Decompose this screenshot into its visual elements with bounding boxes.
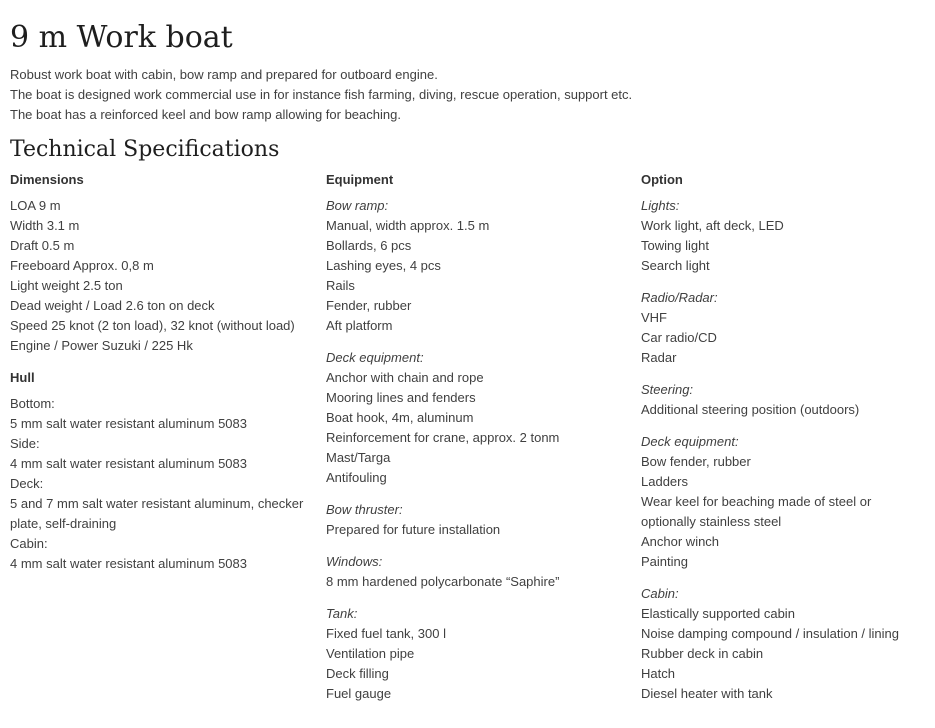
spec-section-header: Hull bbox=[10, 369, 35, 385]
spec-item: Fender, rubber bbox=[326, 297, 412, 313]
spec-item: Ventilation pipe bbox=[326, 645, 415, 661]
spec-group-title: Radio/Radar: bbox=[641, 289, 718, 305]
spec-group bbox=[326, 196, 627, 336]
spec-group bbox=[641, 380, 911, 420]
spec-section-header: Dimensions bbox=[10, 171, 84, 187]
spec-group bbox=[326, 552, 627, 592]
spec-column-equipment bbox=[326, 170, 641, 704]
spec-column-option bbox=[641, 170, 925, 704]
spec-group bbox=[641, 288, 911, 368]
spec-group bbox=[326, 604, 627, 704]
spec-group-title: Deck equipment: bbox=[641, 433, 739, 449]
spec-item: Ladders bbox=[641, 473, 688, 489]
spec-item: Anchor winch bbox=[641, 533, 720, 549]
spec-item: Engine / Power Suzuki / 225 Hk bbox=[10, 337, 193, 353]
spec-item: Aft platform bbox=[326, 317, 393, 333]
spec-item: Diesel heater with tank bbox=[641, 685, 773, 701]
spec-item: 8 mm hardened polycarbonate “Saphire” bbox=[326, 573, 560, 589]
spec-section-header: Option bbox=[641, 171, 683, 187]
spec-group bbox=[10, 196, 312, 356]
spec-item: Deck: bbox=[10, 475, 44, 491]
spec-item: Elastically supported cabin bbox=[641, 605, 795, 621]
spec-item: 4 mm salt water resistant aluminum 5083 bbox=[10, 455, 247, 471]
spec-item: Radar bbox=[641, 349, 677, 365]
intro-line-1: Robust work boat with cabin, bow ramp and prepared for outboard engine. bbox=[10, 66, 438, 82]
spec-item: Prepared for future installation bbox=[326, 521, 501, 537]
spec-section bbox=[326, 170, 627, 704]
spec-item: Additional steering position (outdoors) bbox=[641, 401, 860, 417]
spec-item: Boat hook, 4m, aluminum bbox=[326, 409, 474, 425]
spec-item: Anchor with chain and rope bbox=[326, 369, 484, 385]
spec-item: VHF bbox=[641, 309, 667, 325]
spec-item: Lashing eyes, 4 pcs bbox=[326, 257, 441, 273]
intro-paragraphs bbox=[10, 65, 925, 125]
spec-item: Draft 0.5 m bbox=[10, 237, 75, 253]
spec-section bbox=[10, 170, 312, 356]
spec-item: Freeboard Approx. 0,8 m bbox=[10, 257, 154, 273]
spec-item: Noise damping compound / insulation / lining bbox=[641, 625, 899, 641]
intro-line-2: The boat is designed work commercial use in for instance fish farming, diving, rescue operation, support etc. bbox=[10, 86, 633, 102]
spec-group-title: Bow ramp: bbox=[326, 197, 389, 213]
spec-item: Cabin: bbox=[10, 535, 48, 551]
spec-item: Mast/Targa bbox=[326, 449, 391, 465]
spec-columns bbox=[10, 170, 925, 704]
spec-item: Fuel gauge bbox=[326, 685, 392, 701]
spec-item: Rubber deck in cabin bbox=[641, 645, 764, 661]
spec-item: Towing light bbox=[641, 237, 709, 253]
spec-item: Car radio/CD bbox=[641, 329, 717, 345]
spec-item: Wear keel for beaching made of steel or optionally stainless steel bbox=[641, 493, 872, 529]
spec-group-title: Deck equipment: bbox=[326, 349, 424, 365]
technical-specifications-heading: Technical Specifications bbox=[10, 136, 280, 162]
spec-column-dimensions-hull bbox=[10, 170, 326, 704]
spec-item: Dead weight / Load 2.6 ton on deck bbox=[10, 297, 215, 313]
spec-group bbox=[641, 432, 911, 572]
spec-group-title: Cabin: bbox=[641, 585, 679, 601]
spec-item: Manual, width approx. 1.5 m bbox=[326, 217, 490, 233]
spec-item: Speed 25 knot (2 ton load), 32 knot (without load) bbox=[10, 317, 295, 333]
spec-group bbox=[641, 584, 911, 704]
spec-item: 5 and 7 mm salt water resistant aluminum, checker plate, self-draining bbox=[10, 495, 304, 531]
spec-item: Search light bbox=[641, 257, 710, 273]
spec-item: Deck filling bbox=[326, 665, 389, 681]
spec-item: Reinforcement for crane, approx. 2 tonm bbox=[326, 429, 560, 445]
page-title: 9 m Work boat bbox=[10, 20, 233, 55]
spec-item: Antifouling bbox=[326, 469, 387, 485]
spec-section bbox=[10, 368, 312, 574]
spec-group bbox=[326, 348, 627, 488]
spec-item: Hatch bbox=[641, 665, 675, 681]
intro-line-3: The boat has a reinforced keel and bow ramp allowing for beaching. bbox=[10, 106, 401, 122]
spec-item: Bottom: bbox=[10, 395, 55, 411]
spec-group-title: Steering: bbox=[641, 381, 694, 397]
spec-group-title: Lights: bbox=[641, 197, 680, 213]
spec-section bbox=[641, 170, 911, 704]
spec-item: Fixed fuel tank, 300 l bbox=[326, 625, 446, 641]
spec-section-header: Equipment bbox=[326, 171, 394, 187]
spec-item: 4 mm salt water resistant aluminum 5083 bbox=[10, 555, 247, 571]
spec-group bbox=[10, 394, 312, 574]
spec-group bbox=[326, 500, 627, 540]
spec-group-title: Bow thruster: bbox=[326, 501, 403, 517]
spec-item: Rails bbox=[326, 277, 355, 293]
page-content bbox=[0, 21, 935, 704]
spec-item: Work light, aft deck, LED bbox=[641, 217, 784, 233]
spec-item: Light weight 2.5 ton bbox=[10, 277, 123, 293]
spec-item: 5 mm salt water resistant aluminum 5083 bbox=[10, 415, 247, 431]
spec-item: Bow fender, rubber bbox=[641, 453, 751, 469]
spec-item: Mooring lines and fenders bbox=[326, 389, 476, 405]
spec-group-title: Windows: bbox=[326, 553, 383, 569]
spec-group-title: Tank: bbox=[326, 605, 358, 621]
spec-item: Width 3.1 m bbox=[10, 217, 80, 233]
spec-group bbox=[641, 196, 911, 276]
spec-item: Side: bbox=[10, 435, 40, 451]
spec-item: Painting bbox=[641, 553, 688, 569]
spec-item: Bollards, 6 pcs bbox=[326, 237, 412, 253]
spec-item: LOA 9 m bbox=[10, 197, 61, 213]
